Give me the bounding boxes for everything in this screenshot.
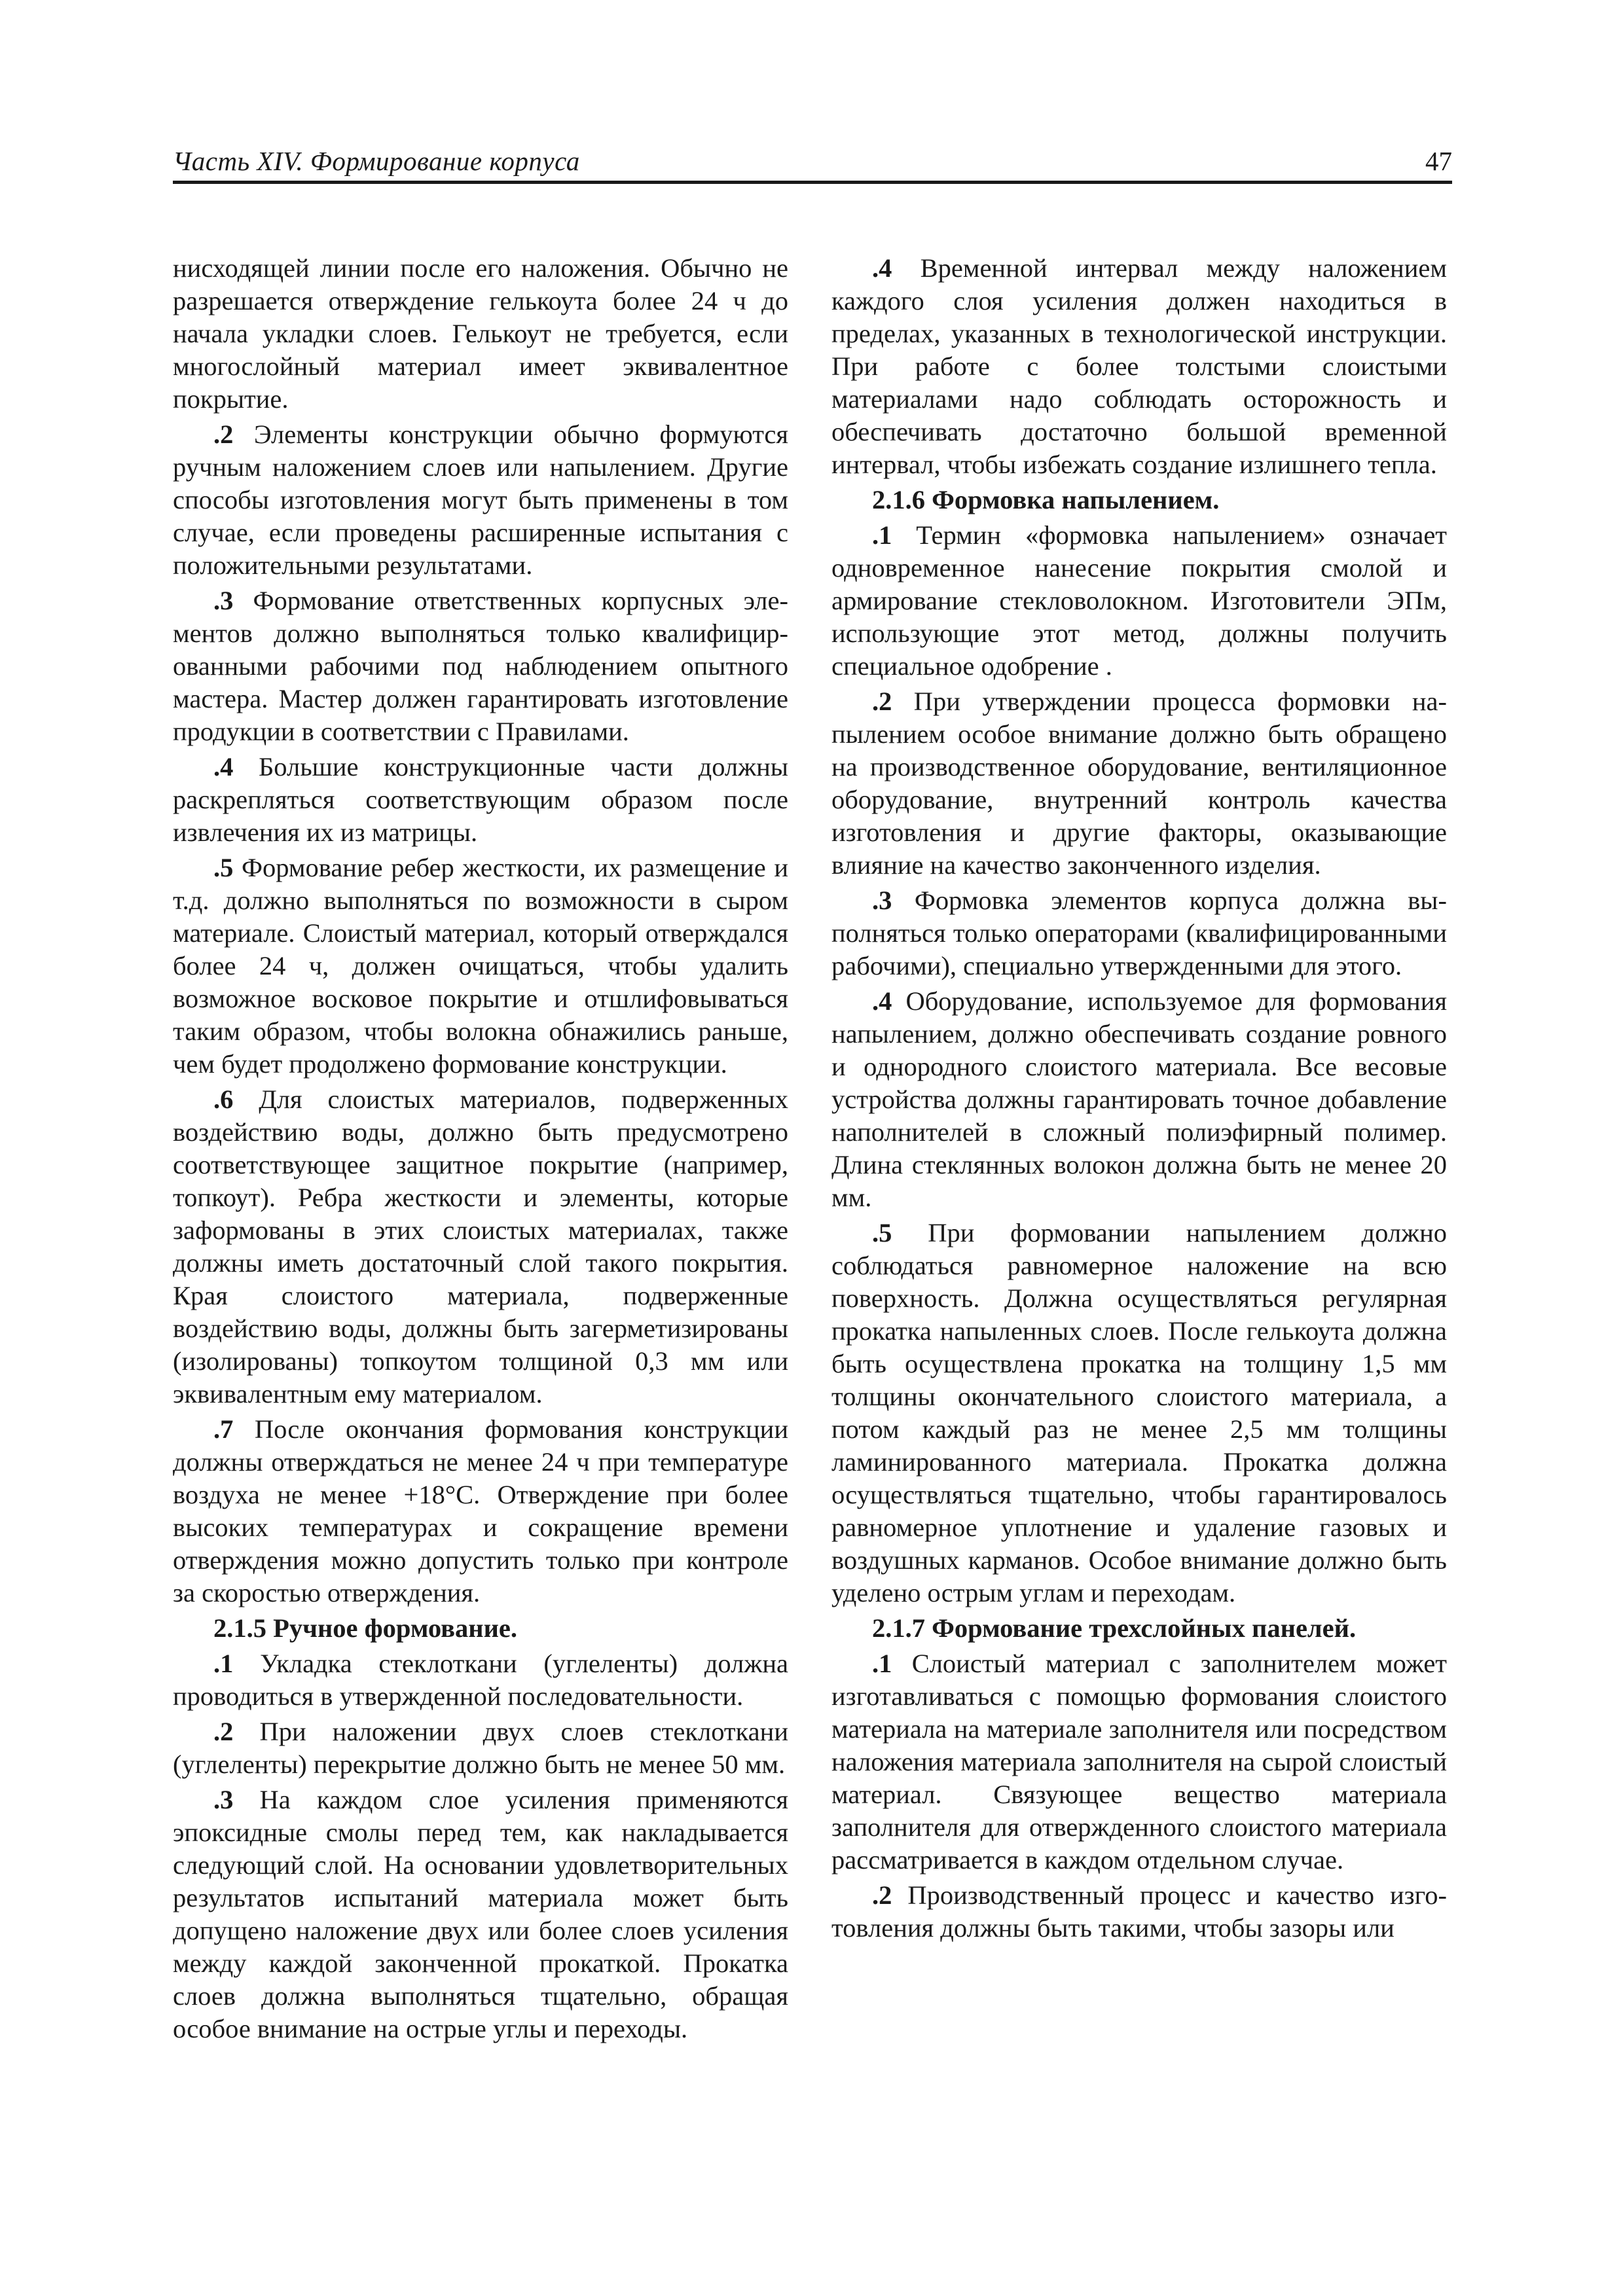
paragraph-number: .6 — [213, 1085, 234, 1114]
paragraph-number: .5 — [872, 1218, 892, 1247]
paragraph-number: .3 — [213, 586, 234, 615]
numbered-paragraph — [831, 252, 1447, 481]
paragraph-number: .4 — [872, 253, 892, 283]
paragraph-number: .7 — [213, 1414, 234, 1444]
paragraph-number: .1 — [213, 1649, 234, 1678]
numbered-paragraph — [173, 1647, 788, 1713]
paragraph-text: Оборудование, используемое для формования напылением, должно обеспечивать создание ровного и однородного слоистого материала. Все весовые устройства должны гарантировать точное добавление наполнителей в сложный полиэфирный полимер. Длина стеклянных волокон должна быть не менее 20 мм. — [831, 986, 1447, 1212]
section-heading: 2.1.5 Ручное формование. — [213, 1613, 518, 1643]
paragraph-text: При формовании напылением должно соблюдаться равномерное наложение на всю поверхность. Должна осуществляться регулярная прокатка напыленных слоев. После гелькоута должна быть осуществлена прокатка на толщину 1,5 мм толщины окончательного слоистого материала, а потом каждый раз не менее 2,5 мм толщины ламинированного материала. Прокатка должна осуществляться тщательно, чтобы гарантировалось равномерное уплотнение и удаление газовых и воздушных карманов. Особое внимание должно быть уделено острым углам и переходам. — [831, 1218, 1447, 1607]
paragraph-number: .2 — [213, 1717, 234, 1746]
continued-paragraph: нисходящей линии после его наложения. Обычно не разрешается отверждение гелькоута более 24 ч до начала укладки слоев. Гелькоут не требуется, если многослойный материал имеет эквивалентное покрытие. — [173, 253, 788, 414]
right-column — [831, 252, 1447, 1947]
numbered-paragraph — [173, 751, 788, 849]
paragraph-text: Элементы конструкции обычно формуются ручным наложением слоев или напылением. Другие способы изготовления могут быть применены в том случае, если проведены расширенные испытания с положительными результатами. — [173, 420, 788, 580]
paragraph-text: На каждом слое усиления применяются эпоксидные смолы перед тем, как накладывается следующий слой. На основании удовлетворительных результатов испытаний материала может быть допущено наложение двух или более слоев усиления между каждой законченной прокаткой. Прокатка слоев должна выполняться тщательно, обращая особое внимание на острые углы и переходы. — [173, 1785, 788, 2043]
header-rule — [173, 181, 1452, 184]
numbered-paragraph — [831, 1647, 1447, 1876]
numbered-paragraph — [173, 584, 788, 748]
paragraph-text: При наложении двух слоев стеклоткани (углеленты) перекрытие должно быть не менее 50 мм. — [173, 1717, 788, 1779]
paragraph-text: После окончания формования конструкции должны отверждаться не менее 24 ч при температуре воздуха не менее +18°С. Отверждение при более высоких температурах и сокращение времени отверждения можно допустить только при контроле за скоростью отверждения. — [173, 1414, 788, 1607]
paragraph-number: .2 — [213, 420, 234, 449]
numbered-paragraph — [831, 1879, 1447, 1945]
paragraph-number: .3 — [213, 1785, 234, 1814]
numbered-paragraph — [831, 884, 1447, 982]
paragraph-text: Формование ребер жесткости, их размещение и т.д. должно выполняться по возможности в сыром материале. Слоистый материал, который отверждался более 24 ч, должен очищаться, чтобы удалить возможное восковое покрытие и отшлифовываться таким образом, чтобы волокна обнажились раньше, чем будет продолжено формование конструкции. — [173, 853, 788, 1079]
paragraph-text: Формование ответственных корпусных элементов должно выполняться только квалифицированными рабочими под наблюдением опытного мастера. Мастер должен гарантировать изготовление продукции в соответствии с Правилами. — [173, 586, 788, 746]
paragraph-number: .2 — [872, 1880, 892, 1910]
paragraph-number: .1 — [872, 1649, 892, 1678]
numbered-paragraph — [831, 519, 1447, 683]
section-heading: 2.1.7 Формование трехслойных панелей. — [872, 1613, 1357, 1643]
paragraph-number: .2 — [872, 687, 892, 716]
numbered-paragraph — [173, 418, 788, 582]
paragraph-text: Укладка стеклоткани (углеленты) должна проводиться в утвержденной последовательности. — [173, 1649, 788, 1711]
paragraph-text: Временной интервал между наложением каждого слоя усиления должен находиться в пределах, указанных в технологической инструкции. При работе с более толстыми слоистыми материалами надо соблюдать осторожность и обеспечивать достаточно большой временной интервал, чтобы избежать создание излишнего тепла. — [831, 253, 1447, 479]
paragraph-number: .3 — [872, 886, 892, 915]
paragraph-number: .5 — [213, 853, 234, 882]
running-title: Часть XIV. Формирование корпуса — [173, 146, 580, 176]
numbered-paragraph — [173, 1083, 788, 1410]
section-heading: 2.1.6 Формовка напылением. — [872, 485, 1220, 514]
numbered-paragraph — [173, 1715, 788, 1781]
paragraph-text: Для слоистых материалов, подверженных воздействию воды, должно быть предусмотрено соответствующее защитное покрытие (например, топкоут). Ребра жесткости и элементы, которые заформованы в этих слоистых материалах, также должны иметь достаточный слой такого покрытия. Края слоистого материала, подверженные воздействию воды, должны быть загерметизированы (изолированы) топкоутом толщиной 0,3 мм или эквивалентным ему материалом. — [173, 1085, 788, 1408]
numbered-paragraph — [831, 685, 1447, 882]
numbered-paragraph — [173, 1784, 788, 2045]
numbered-paragraph — [831, 985, 1447, 1214]
numbered-paragraph — [173, 1413, 788, 1609]
paragraph-text: При утверждении процесса формовки напылением особое внимание должно быть обращено на производственное оборудование, вентиляционное оборудование, внутренний контроль качества изготовления и другие факторы, оказывающие влияние на качество законченного изделия. — [831, 687, 1447, 880]
paragraph-number: .4 — [872, 986, 892, 1016]
left-column — [173, 252, 788, 2048]
page-number: 47 — [1425, 146, 1452, 176]
numbered-paragraph — [173, 852, 788, 1081]
running-header — [173, 143, 1452, 182]
paragraph-number: .4 — [213, 752, 234, 781]
paragraph-text: Слоистый материал с заполнителем может изготавливаться с помощью формования слоистого материала на материале заполнителя или посредством наложения материала заполнителя на сырой слоистый материал. Связующее вещество материала заполнителя для отвержденного слоистого материала рассматривается в каждом отдельном случае. — [831, 1649, 1447, 1874]
paragraph-number: .1 — [872, 520, 892, 550]
paragraph-text: Производственный процесс и качество изготовления должны быть такими, чтобы зазоры или — [831, 1880, 1447, 1943]
paragraph-text: Большие конструкционные части должны раскрепляться соответствующим образом после извлечения их из матрицы. — [173, 752, 788, 847]
paragraph-text: Формовка элементов корпуса должна выполняться только операторами (квалифицированными рабочими), специально утвержденными для этого. — [831, 886, 1447, 980]
paragraph-text: Термин «формовка напылением» означает одновременное нанесение покрытия смолой и армирование стекловолокном. Изготовители ЭПм, использующие этот метод, должны получить специальное одобрение . — [831, 520, 1447, 681]
numbered-paragraph — [831, 1217, 1447, 1609]
